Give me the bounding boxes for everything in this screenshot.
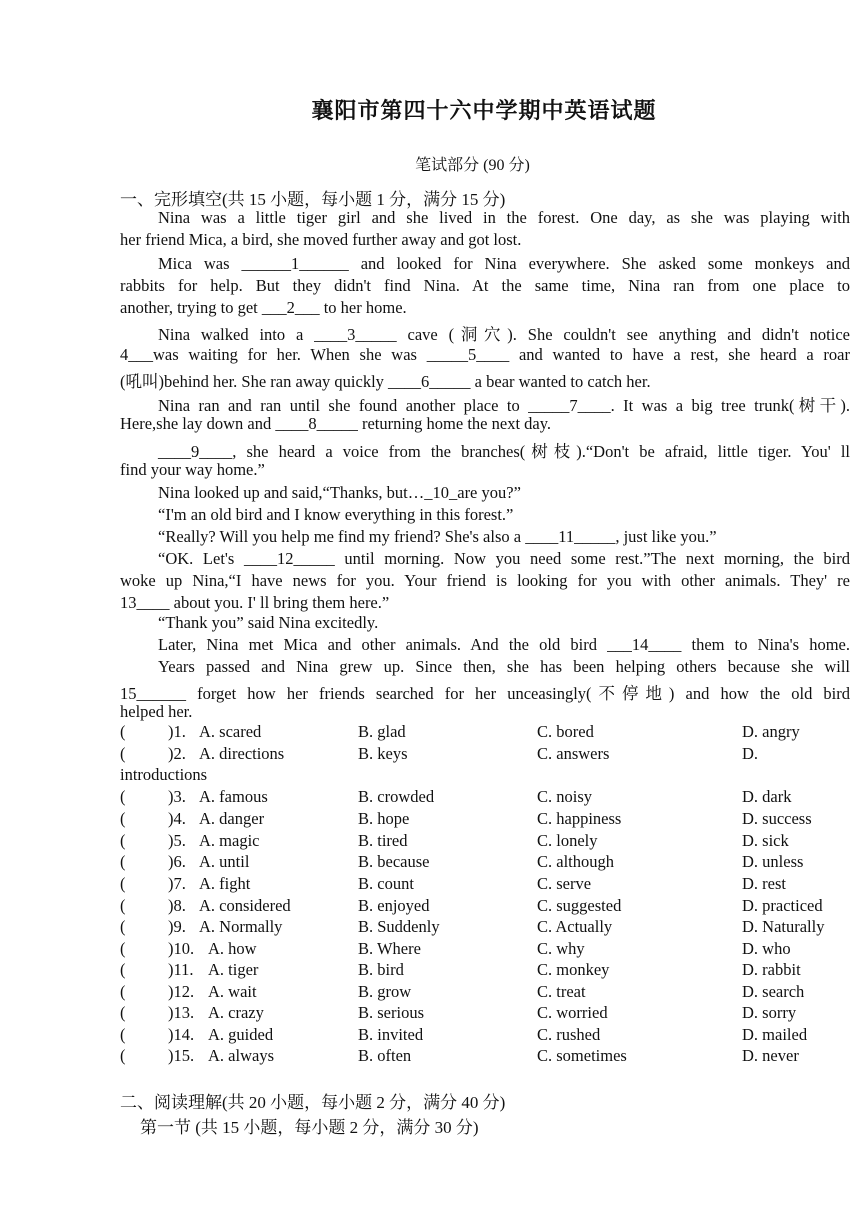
answer-paren: ( (120, 1003, 126, 1022)
section2-subheading: 第一节 (共 15 小题，每小题 2 分，满分 30 分) (140, 1118, 479, 1137)
option-d: D. search (742, 982, 805, 1001)
option-d: D. never (742, 1046, 799, 1065)
option-d: D. mailed (742, 1025, 808, 1044)
answer-paren: ( (120, 722, 126, 741)
answer-paren: ( (120, 852, 126, 871)
passage-line: Nina ran and ran until she found another place to _____7____. It was a big tree trunk(树干). (158, 396, 850, 415)
passage-line: Later, Nina met Mica and other animals. And the old bird ___14____ them to Nina's home. (158, 635, 850, 654)
section1-heading: 一、完形填空(共 15 小题，每小题 1 分，满分 15 分) (120, 190, 506, 209)
option-b: B. Where (358, 939, 421, 958)
answer-paren: ( (120, 809, 126, 828)
option-a: A. crazy (208, 1003, 264, 1022)
passage-line: another, trying to get ___2___ to her home. (120, 298, 407, 317)
question-number: )5. (168, 831, 186, 850)
option-c: C. sometimes (537, 1046, 627, 1065)
question-number: )2. (168, 744, 186, 763)
option-b: B. keys (358, 744, 408, 763)
option-a: A. until (199, 852, 250, 871)
passage-line: Nina looked up and said,“Thanks, but…_10_are you?” (158, 483, 521, 502)
option-a: A. danger (199, 809, 265, 828)
option-a: A. how (208, 939, 257, 958)
question-number: )7. (168, 874, 186, 893)
passage-line: find your way home.” (120, 460, 265, 479)
option-c: C. bored (537, 722, 594, 741)
option-a: A. scared (199, 722, 262, 741)
passage-line: helped her. (120, 702, 193, 721)
option-c: C. serve (537, 874, 592, 893)
option-a: A. always (208, 1046, 274, 1065)
option-c: C. Actually (537, 917, 613, 936)
question-number: )10. (168, 939, 195, 958)
passage-line: “I'm an old bird and I know everything in this forest.” (158, 505, 514, 524)
option-a: A. Normally (199, 917, 283, 936)
option-d: D. sorry (742, 1003, 797, 1022)
answer-paren: ( (120, 917, 126, 936)
option-d: D. (742, 744, 759, 763)
option-b: B. often (358, 1046, 412, 1065)
option-b: B. crowded (358, 787, 435, 806)
answer-paren: ( (120, 1046, 126, 1065)
option-a: A. considered (199, 896, 291, 915)
option-b: B. because (358, 852, 430, 871)
option-b: B. serious (358, 1003, 424, 1022)
question-number: )8. (168, 896, 186, 915)
passage-line: Years passed and Nina grew up. Since then, she has been helping others because she will (158, 657, 850, 676)
passage-line: 15______ forget how her friends searched for her unceasingly(不停地) and how the old bird (120, 684, 850, 703)
option-c: C. happiness (537, 809, 622, 828)
option-c: C. treat (537, 982, 586, 1001)
passage-line: rabbits for help. But they didn't find Nina. At the same time, Nina ran from one place to (120, 276, 850, 295)
option-d: D. rest (742, 874, 786, 893)
answer-paren: ( (120, 896, 126, 915)
question-number: )1. (168, 722, 186, 741)
option-b: B. enjoyed (358, 896, 430, 915)
option-b: B. hope (358, 809, 410, 828)
option-b: B. bird (358, 960, 404, 979)
option-b: B. count (358, 874, 414, 893)
question-number: )11. (168, 960, 194, 979)
option-c: C. lonely (537, 831, 598, 850)
option-b: B. invited (358, 1025, 424, 1044)
option-c: C. worried (537, 1003, 608, 1022)
section2-heading: 二、阅读理解(共 20 小题，每小题 2 分，满分 40 分) (120, 1093, 506, 1112)
passage-line: “OK. Let's ____12_____ until morning. Now you need some rest.”The next morning, the bird (158, 549, 850, 568)
question-number: )4. (168, 809, 186, 828)
page-subtitle: 笔试部分 (90 分) (415, 157, 530, 174)
option-d: D. who (742, 939, 791, 958)
question-number: )12. (168, 982, 195, 1001)
question-number: )6. (168, 852, 186, 871)
option-a: A. famous (199, 787, 268, 806)
passage-line: Nina walked into a ____3_____ cave (洞穴). She couldn't see anything and didn't notice (158, 325, 850, 344)
passage-line: woke up Nina,“I have news for you. Your friend is looking for you with other animals. They' re (120, 571, 850, 590)
option-b: B. Suddenly (358, 917, 440, 936)
option-a: A. directions (199, 744, 285, 763)
option-c: C. answers (537, 744, 610, 763)
passage-line: her friend Mica, a bird, she moved further away and got lost. (120, 230, 522, 249)
answer-paren: ( (120, 744, 126, 763)
option-b: B. glad (358, 722, 406, 741)
option-c: C. suggested (537, 896, 622, 915)
option-c: C. monkey (537, 960, 610, 979)
option-a: A. magic (199, 831, 260, 850)
passage-line: ____9____, she heard a voice from the branches(树枝).“Don't be afraid, little tiger. You' ll (158, 442, 850, 461)
option-d: D. unless (742, 852, 804, 871)
passage-line: (吼叫)behind her. She ran away quickly ____6_____ a bear wanted to catch her. (120, 372, 651, 391)
option-c: C. rushed (537, 1025, 601, 1044)
question-number: )15. (168, 1046, 195, 1065)
option-a: A. wait (208, 982, 257, 1001)
page-title: 襄阳市第四十六中学期中英语试题 (311, 98, 657, 123)
passage-line: “Really? Will you help me find my friend? She's also a ____11_____, just like you.” (158, 527, 717, 546)
question-number: )9. (168, 917, 186, 936)
option-d: D. dark (742, 787, 792, 806)
option-d: D. rabbit (742, 960, 801, 979)
question-number: )3. (168, 787, 186, 806)
option-a: A. fight (199, 874, 251, 893)
answer-paren: ( (120, 960, 126, 979)
answer-paren: ( (120, 1025, 126, 1044)
passage-line: Mica was ______1______ and looked for Nina everywhere. She asked some monkeys and (158, 254, 850, 273)
answer-paren: ( (120, 874, 126, 893)
option-a: A. tiger (208, 960, 259, 979)
option-b: B. grow (358, 982, 412, 1001)
answer-paren: ( (120, 982, 126, 1001)
option-c: C. noisy (537, 787, 593, 806)
option-c: C. why (537, 939, 585, 958)
question-number: )13. (168, 1003, 195, 1022)
option-b: B. tired (358, 831, 408, 850)
option-d: D. practiced (742, 896, 823, 915)
question-number: )14. (168, 1025, 195, 1044)
option-a: A. guided (208, 1025, 274, 1044)
question-2-wrap: introductions (120, 765, 208, 784)
passage-line: 13____ about you. I' ll bring them here.” (120, 593, 390, 612)
passage-line: Here,she lay down and ____8_____ returning home the next day. (120, 414, 552, 433)
option-d: D. Naturally (742, 917, 825, 936)
passage-line: Nina was a little tiger girl and she lived in the forest. One day, as she was playing with (158, 208, 850, 227)
passage-line: “Thank you” said Nina excitedly. (158, 613, 379, 632)
option-d: D. sick (742, 831, 789, 850)
option-d: D. success (742, 809, 812, 828)
answer-paren: ( (120, 939, 126, 958)
passage-line: 4___was waiting for her. When she was _____5____ and wanted to have a rest, she heard a roar (120, 345, 850, 364)
option-c: C. although (537, 852, 614, 871)
option-d: D. angry (742, 722, 800, 741)
answer-paren: ( (120, 831, 126, 850)
answer-paren: ( (120, 787, 126, 806)
